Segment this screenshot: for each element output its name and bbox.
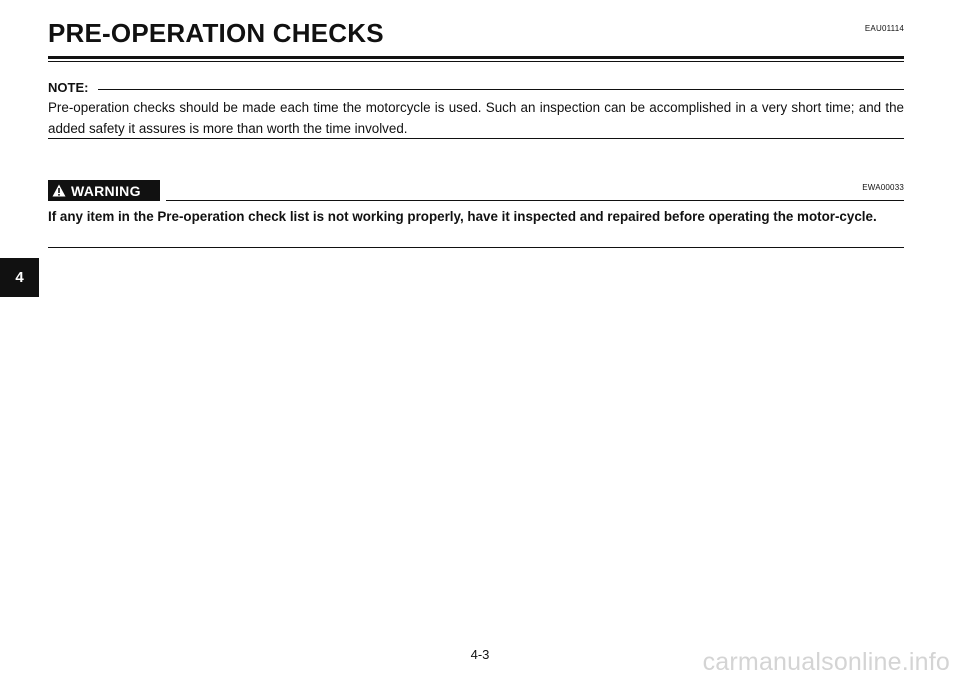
note-header [48,79,904,95]
warning-reference-code: EWA00033 [862,183,904,192]
note-label: NOTE: [48,79,89,95]
chapter-tab: 4 [0,258,39,297]
warning-text: If any item in the Pre-operation check list is not working properly, have it inspected and repaired before operating the motor-cycle. [48,209,877,224]
note-header-rule [98,89,904,90]
warning-label: WARNING [71,182,141,199]
title-reference-code: EAU01114 [864,24,904,33]
note-end-rule [48,138,904,139]
note-text: Pre-operation checks should be made each time the motorcycle is used. Such an inspection can be accomplished in a very short time; and the added safety it assures is more than worth the time involved. [48,100,904,136]
title-divider-thin [48,61,904,62]
watermark: carmanualsonline.info [702,648,950,676]
page-number: 4-3 [470,647,490,662]
warning-header-rule [166,200,904,201]
warning-badge [48,180,160,201]
warning-triangle-icon [48,180,70,201]
page-title: PRE-OPERATION CHECKS [48,18,384,48]
title-divider-thick [48,56,904,59]
warning-header [48,180,904,202]
warning-end-rule [48,247,904,248]
